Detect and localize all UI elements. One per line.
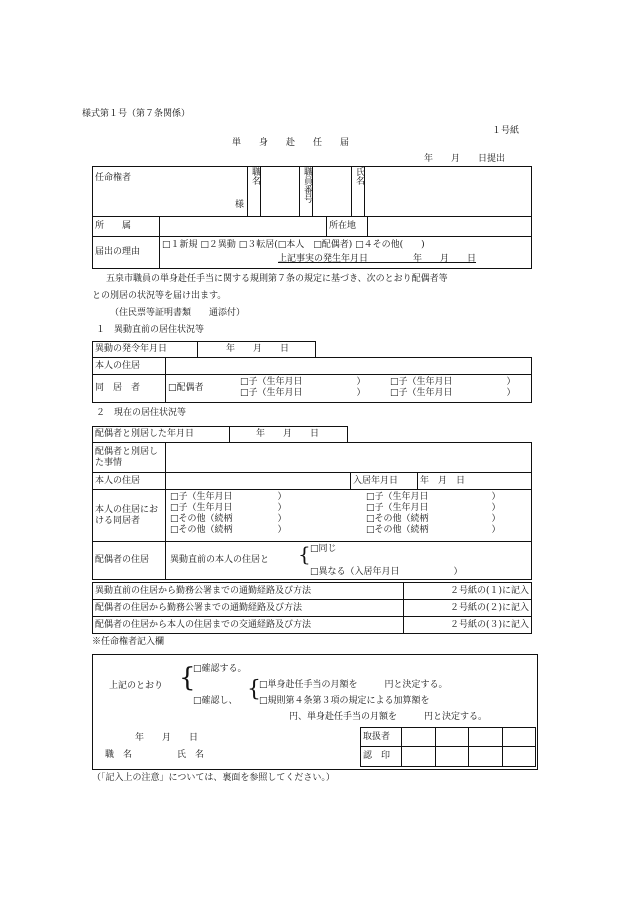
attach-note: （住民票等証明書類 通添付） <box>110 308 246 318</box>
brace-icon: { <box>247 677 261 702</box>
with-col2-3[interactable]: □その他（続柄 ） <box>366 525 501 535</box>
shozoku-label: 所 属 <box>93 217 160 237</box>
section2-heading: ２ 現在の居住状況等 <box>96 408 187 418</box>
with-col2-0[interactable]: □子（生年月日 ） <box>366 492 501 502</box>
same-checkbox[interactable]: □同じ <box>310 544 337 554</box>
handler-label: 取扱者 <box>361 728 402 747</box>
separate-date-label: 配偶者と別居した年月日 <box>93 427 230 443</box>
seal-box-1[interactable] <box>402 728 436 747</box>
route1-note: ２号紙の(１)に記入 <box>404 583 532 600</box>
with-label: 本人の住居における同居者 <box>93 490 166 542</box>
move-date-value[interactable]: 年 月 日 <box>198 342 316 358</box>
form-title: 単 身 赴 任 届 <box>232 138 350 148</box>
separate-reason-label: 配偶者と別居した事情 <box>93 443 166 473</box>
route1-label: 異動直前の住居から勤務公署までの通勤経路及び方法 <box>93 583 404 600</box>
route3-label: 配偶者の住居から本人の住居までの交通経路及び方法 <box>93 617 404 634</box>
seal-label: 認 印 <box>361 747 402 767</box>
route3-note: ２号紙の(３)に記入 <box>404 617 532 634</box>
seal-box-4[interactable] <box>502 728 536 747</box>
child-b2[interactable]: □子（生年月日 ） <box>390 388 516 398</box>
section2-residence-label: 本人の住居 <box>93 473 166 490</box>
child-a1[interactable]: □子（生年月日 ） <box>240 377 366 387</box>
with-col1-0[interactable]: □子（生年月日 ） <box>170 492 287 502</box>
brace-icon: { <box>298 542 311 566</box>
seal-box-5[interactable] <box>402 747 436 767</box>
section1-heading: １ 異動直前の居住状況等 <box>96 325 205 335</box>
child-b1[interactable]: □子（生年月日 ） <box>390 377 516 387</box>
shimei-field[interactable] <box>365 167 532 217</box>
reason-options[interactable]: □１新規 □２異動 □３転居(□本人 □配偶者) □４その他( ) <box>162 240 425 250</box>
with-col1-1[interactable]: □子（生年月日 ） <box>170 503 287 513</box>
appointer-date[interactable]: 年 月 日 <box>135 733 199 743</box>
form-label: 様式第１号（第７条関係） <box>82 109 191 119</box>
with-col2-2[interactable]: □その他（続柄 ） <box>366 514 501 524</box>
shoku-mei-label: 職名 <box>250 167 260 185</box>
sheet-number: １号紙 <box>492 126 520 136</box>
shimei-label: 氏名 <box>354 167 364 185</box>
top-table <box>92 166 532 217</box>
footer-note: （「記入上の注意」については、裏面を参照してください。） <box>92 773 335 783</box>
section2-residence-field[interactable] <box>166 473 351 490</box>
brace-icon: { <box>179 663 196 693</box>
child-a2[interactable]: □子（生年月日 ） <box>240 388 366 398</box>
separate-date-value[interactable]: 年 月 日 <box>230 427 348 443</box>
with-col2-1[interactable]: □子（生年月日 ） <box>366 503 501 513</box>
seal-box-2[interactable] <box>435 728 469 747</box>
seal-box-7[interactable] <box>469 747 503 767</box>
shokuin-bango-field[interactable] <box>313 167 352 217</box>
shokuin-bango-label: 職員番号 <box>302 167 312 203</box>
move-in-label: 入居年月日 <box>351 473 418 490</box>
different-checkbox[interactable]: □異なる（入居年月日 ） <box>310 567 463 577</box>
with-col1-2[interactable]: □その他（続柄 ） <box>170 514 287 524</box>
appointer-label: 任命権者 <box>95 173 132 183</box>
statement-line2: との別居の状況等を届け出ます。 <box>92 291 227 301</box>
seal-box-3[interactable] <box>469 728 503 747</box>
move-in-value[interactable]: 年 月 日 <box>418 473 532 490</box>
with-col1-3[interactable]: □その他（続柄 ） <box>170 525 287 535</box>
section1-residence-field[interactable] <box>166 358 532 375</box>
cohabit-label: 同 居 者 <box>93 375 166 403</box>
spouse-res-label: 配偶者の住居 <box>93 542 166 580</box>
seal-box-8[interactable] <box>502 747 536 767</box>
option3-text[interactable]: 円、単身赴任手当の月額を 円と決定する。 <box>289 712 488 722</box>
appointer-lead: 上記のとおり <box>109 681 164 691</box>
section1-residence-label: 本人の住居 <box>93 358 166 375</box>
confirm2-checkbox[interactable]: □確認し、 <box>193 696 238 706</box>
shozaichi-field[interactable] <box>368 217 532 237</box>
route2-label: 配偶者の住居から勤務公署までの通勤経路及び方法 <box>93 600 404 617</box>
reason-date[interactable]: 上記事実の発生年月日 年 月 日 <box>278 253 477 264</box>
separate-reason-field[interactable] <box>166 443 532 473</box>
route2-note: ２号紙の(２)に記入 <box>404 600 532 617</box>
shoku-mei-field[interactable] <box>261 167 300 217</box>
confirm-checkbox[interactable]: □確認する。 <box>193 664 247 674</box>
submit-date: 年 月 日提出 <box>424 154 506 164</box>
spouse-res-text: 異動直前の本人の住居と <box>170 555 270 565</box>
spouse-checkbox[interactable]: □配偶者 <box>168 382 204 393</box>
move-date-label: 異動の発令年月日 <box>93 342 198 358</box>
shozaichi-label: 所在地 <box>327 217 368 237</box>
option1-checkbox[interactable]: □単身赴任手当の月額を 円と決定する。 <box>259 680 448 690</box>
sama-label: 様 <box>234 199 244 210</box>
appointer-heading: ※任命権者記入欄 <box>92 637 165 647</box>
reason-label: 届出の理由 <box>93 237 160 269</box>
seal-box-6[interactable] <box>435 747 469 767</box>
shozoku-field[interactable] <box>160 217 327 237</box>
statement-line1: 五泉市職員の単身赴任手当に関する規則第７条の規定に基づき、次のとおり配偶者等 <box>106 274 448 284</box>
title-name-label: 職 名 氏 名 <box>105 750 205 760</box>
option2-checkbox[interactable]: □規則第４条第３項の規定による加算額を <box>259 696 430 706</box>
